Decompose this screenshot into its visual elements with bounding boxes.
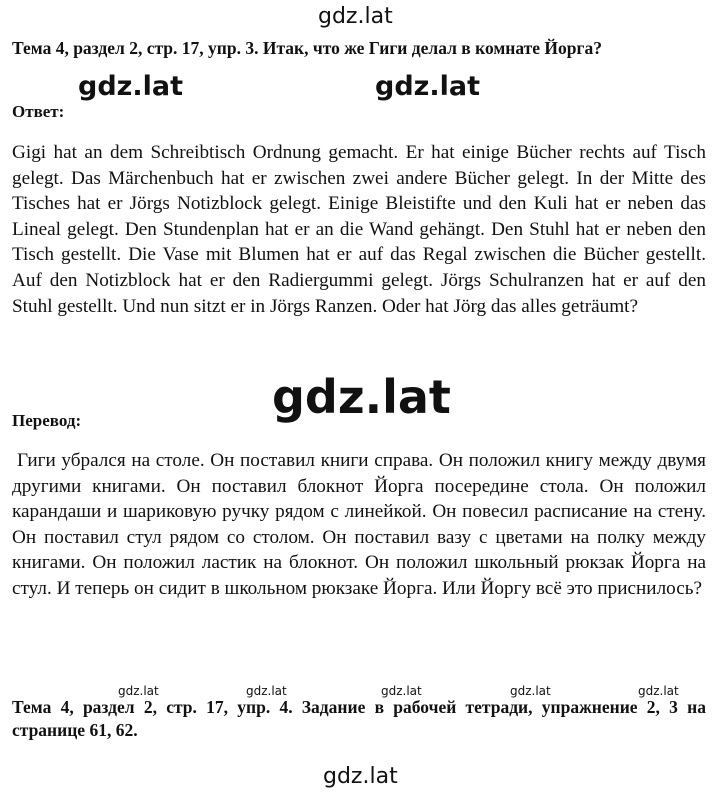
watermark-small-4: gdz.lat — [510, 684, 551, 698]
watermark-bottom: gdz.lat — [323, 764, 398, 789]
watermark-top: gdz.lat — [318, 4, 393, 29]
watermark-bold-left: gdz.lat — [78, 71, 184, 102]
watermark-small-5: gdz.lat — [638, 684, 679, 698]
exercise-4-heading: Тема 4, раздел 2, стр. 17, упр. 4. Задание в рабочей тетради, упражнение 2, 3 на странице 61, 62. — [12, 697, 706, 740]
exercise-3-heading: Тема 4, раздел 2, стр. 17, упр. 3. Итак, что же Гиги делал в комнате Йорга? — [12, 38, 602, 58]
answer-label: Ответ: — [12, 102, 65, 121]
watermark-bold-right: gdz.lat — [375, 71, 481, 102]
translation-text: Гиги убрался на столе. Он поставил книги справа. Он положил книгу между двумя другими книгами. Он поставил блокнот Йорга посередине стола. Он положил карандаши и шариковую ручку рядом с линейкой. Он повесил расписание на стену. Он поставил стул рядом со столом. Он поставил вазу с цветами на полку между книгами. Он положил ластик на блокнот. Он положил школьный рюкзак Йорга на стул. И теперь он сидит в школьном рюкзаке Йорга. Или Йоргу всё это приснилось? — [12, 450, 706, 599]
watermark-small-3: gdz.lat — [381, 684, 422, 698]
watermark-small-2: gdz.lat — [246, 684, 287, 698]
translation-label: Перевод: — [12, 411, 82, 430]
watermark-small-1: gdz.lat — [118, 684, 159, 698]
watermark-large: gdz.lat — [272, 370, 451, 424]
answer-text: Gigi hat an dem Schreibtisch Ordnung gemacht. Er hat einige Bücher rechts auf Tisch gelegt. Das Märchenbuch hat er zwischen zwei andere Bücher gelegt. In der Mitte des Tisches hat er Jörgs Notizblock gelegt. Einige Bleistifte und den Kuli hat er neben das Lineal gelegt. Den Stundenplan hat er an die Wand gehängt. Den Stuhl hat er neben den Tisch gestellt. Die Vase mit Blumen hat er auf das Regal zwischen die Bücher gestellt. Auf den Notizblock hat er den Radiergummi gelegt. Jörgs Schulranzen hat er auf den Stuhl gestellt. Und nun sitzt er in Jörgs Ranzen. Oder hat Jörg das alles geträumt? — [12, 142, 706, 317]
